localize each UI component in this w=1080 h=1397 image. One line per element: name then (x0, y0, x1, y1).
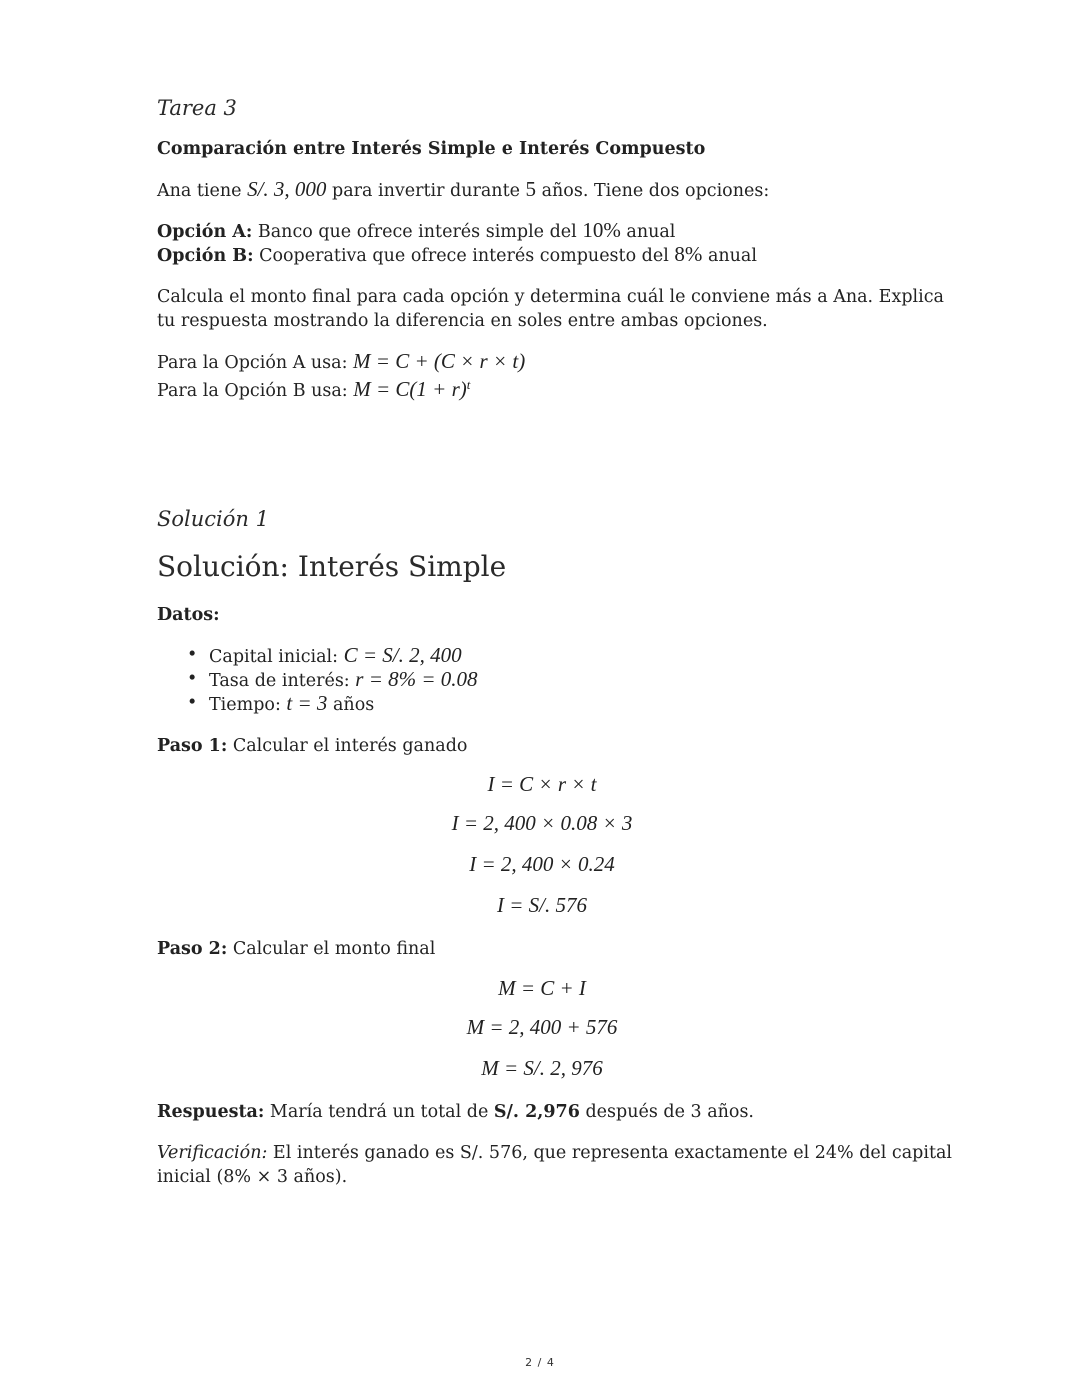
paso-2: Paso 2: Calcular el monto final (157, 939, 436, 959)
tarea-title: Tarea 3 (157, 96, 237, 120)
list-item: • Tiempo: t = 3 años (157, 691, 478, 715)
task-line-2: tu respuesta mostrando la diferencia en soles entre ambas opciones. (157, 311, 768, 331)
paso2-eq-3: M = S/. 2, 976 (481, 1056, 603, 1080)
paso1-eq-2: I = 2, 400 × 0.08 × 3 (451, 811, 633, 835)
paso-1: Paso 1: Calcular el interés ganado (157, 736, 468, 756)
page-number: 2 / 4 (525, 1356, 555, 1369)
formula-a: Para la Opción A usa: M = C + (C × r × t) (157, 349, 526, 373)
list-item: • Capital inicial: C = S/. 2, 400 (157, 643, 478, 667)
paso1-eq-3: I = 2, 400 × 0.24 (469, 852, 615, 876)
paso1-eq-4: I = S/. 576 (497, 893, 587, 917)
datos-list (157, 643, 478, 715)
datos-label: Datos: (157, 605, 220, 625)
solucion-title: Solución 1 (157, 507, 269, 531)
tarea-intro: Ana tiene S/. 3, 000 para invertir durante 5 años. Tiene dos opciones: (157, 177, 770, 201)
opcion-a: Opción A: Banco que ofrece interés simple del 10% anual (157, 218, 676, 242)
opcion-b: Opción B: Cooperativa que ofrece interés compuesto del 8% anual (157, 242, 757, 266)
paso1-eq-1: I = C × r × t (487, 772, 597, 796)
tarea-heading: Comparación entre Interés Simple e Interés Compuesto (157, 139, 706, 159)
list-item: • Tasa de interés: r = 8% = 0.08 (157, 667, 478, 691)
task-line-1: Calcula el monto final para cada opción y determina cuál le conviene más a Ana. Explica (157, 287, 944, 307)
intro-amount: S/. 3, 000 (247, 177, 327, 201)
solucion-heading: Solución: Interés Simple (157, 550, 507, 583)
paso2-eq-1: M = C + I (498, 976, 586, 1000)
verificacion-line-2: inicial (8% × 3 años). (157, 1167, 348, 1187)
formula-b: Para la Opción B usa: $M = C(1 + r)^t$ (157, 376, 471, 401)
paso2-eq-2: M = 2, 400 + 576 (466, 1015, 618, 1039)
verificacion-line-1: Verificación: El interés ganado es S/. 576, que representa exactamente el 24% del capital (157, 1143, 953, 1163)
respuesta: Respuesta: María tendrá un total de S/. 2,976 después de 3 años. (157, 1102, 754, 1122)
